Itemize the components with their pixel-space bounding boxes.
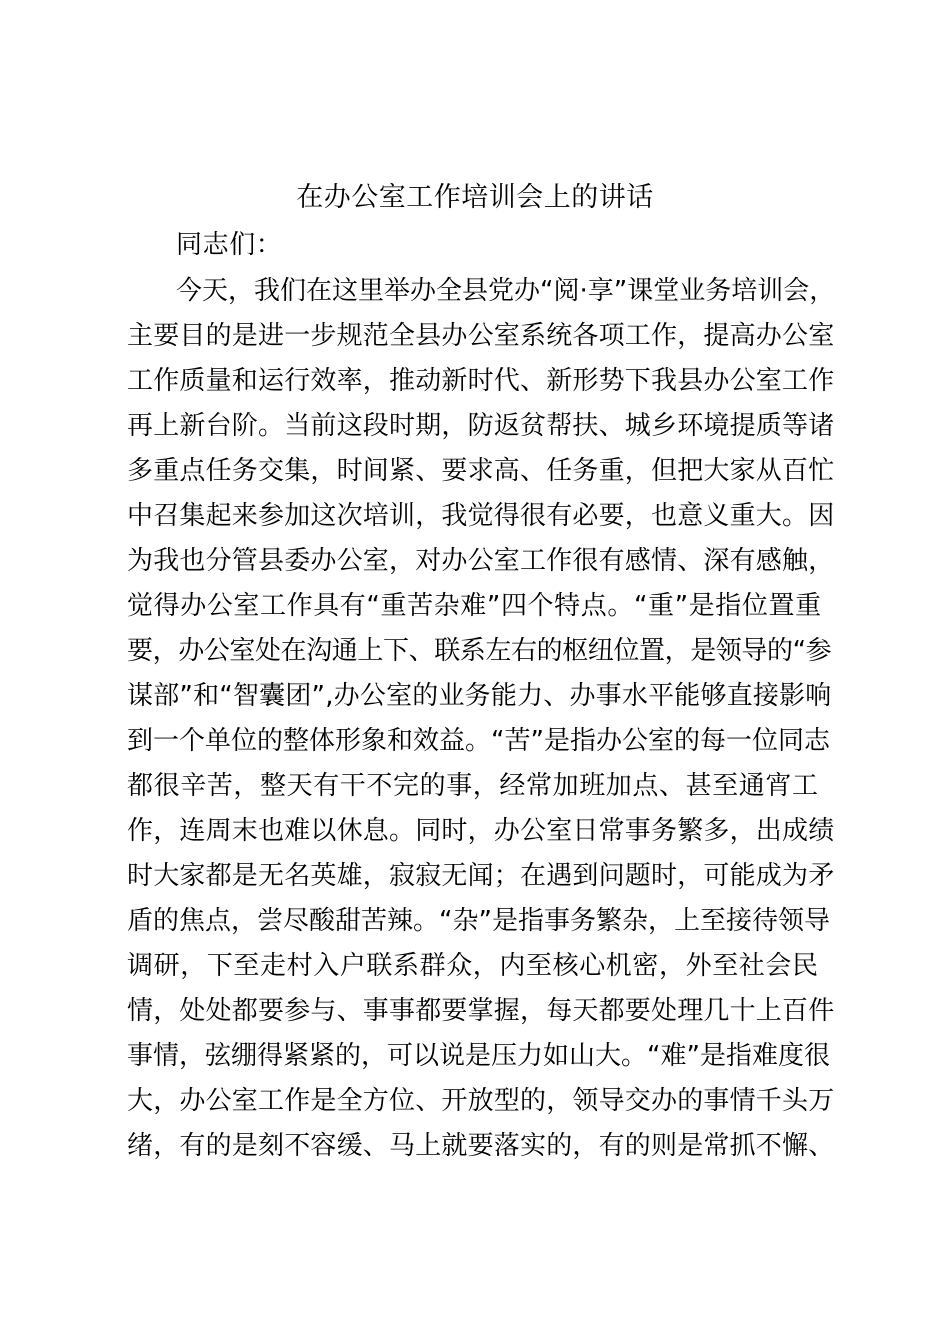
body-line: 再上新台阶。当前这段时期，防返贫帮扶、城乡环境提质等诸 [127, 411, 835, 441]
document-title: 在办公室工作培训会上的讲话 [296, 182, 654, 213]
body-line: 绪，有的是刻不容缓、马上就要落实的，有的则是常抓不懈、 [127, 1131, 835, 1161]
body-line: 都很辛苦，整天有干不完的事，经常加班加点、甚至通宵工 [127, 771, 819, 801]
body-line: 事情，弦绷得紧紧的，可以说是压力如山大。“难”是指难度很 [127, 1041, 830, 1071]
body-line: 今天，我们在这里举办全县党办“阅·享”课堂业务培训会， [176, 276, 836, 306]
body-line: 为我也分管县委办公室，对办公室工作很有感情、深有感触， [127, 546, 835, 576]
body-line: 中召集起来参加这次培训，我觉得很有必要，也意义重大。因 [127, 501, 835, 531]
body-line: 盾的焦点，尝尽酸甜苦辣。“杂”是指事务繁杂，上至接待领导 [127, 906, 830, 936]
salutation: 同志们： [176, 230, 283, 260]
body-line: 要，办公室处在沟通上下、联系左右的枢纽位置，是领导的“参 [127, 636, 832, 666]
body-line: 到一个单位的整体形象和效益。“苦”是指办公室的每一位同志 [127, 726, 830, 756]
body-line: 情，处处都要参与、事事都要掌握，每天都要处理几十上百件 [127, 996, 835, 1026]
body-line: 调研，下至走村入户联系群众，内至核心机密，外至社会民 [127, 951, 819, 981]
body-line: 大，办公室工作是全方位、开放型的，领导交办的事情千头万 [127, 1086, 835, 1116]
body-line: 作，连周末也难以休息。同时，办公室日常事务繁多，出成绩 [127, 816, 835, 846]
body-line: 多重点任务交集，时间紧、要求高、任务重，但把大家从百忙 [127, 456, 835, 486]
body-line: 时大家都是无名英雄，寂寂无闻；在遇到问题时，可能成为矛 [127, 861, 835, 891]
body-line: 觉得办公室工作具有“重苦杂难”四个特点。“重”是指位置重 [127, 591, 822, 621]
body-line: 工作质量和运行效率，推动新时代、新形势下我县办公室工作 [127, 366, 835, 396]
body-line: 谋部”和“智囊团”,办公室的业务能力、办事水平能够直接影响 [127, 681, 832, 711]
body-line: 主要目的是进一步规范全县办公室系统各项工作，提高办公室 [127, 321, 835, 351]
